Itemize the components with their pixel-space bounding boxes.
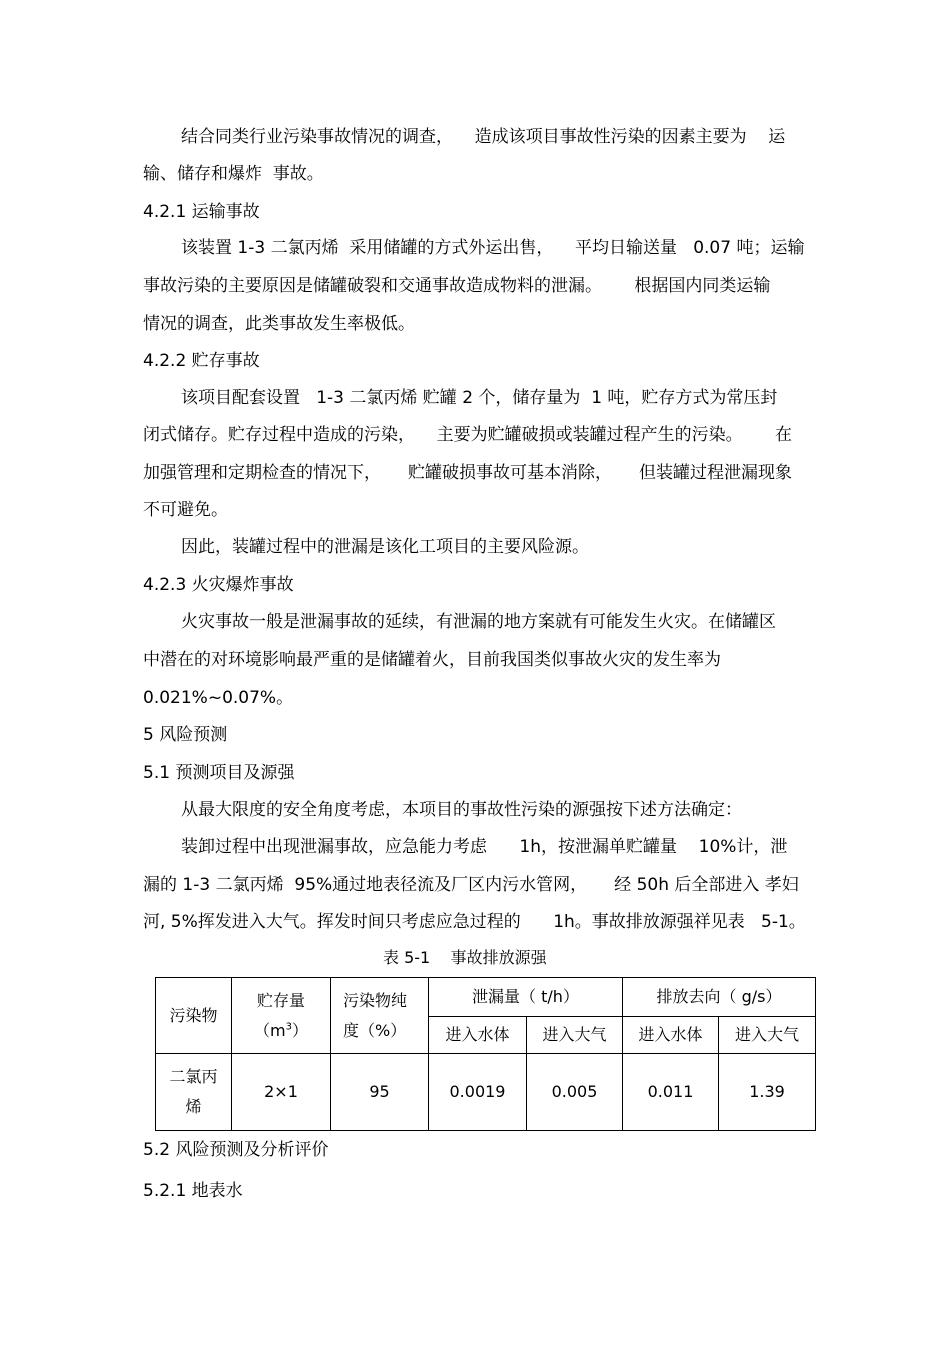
paragraph-storage-line-2: 闭式储存。贮存过程中造成的污染， 主要为贮罐破损或装罐过程产生的污染。 在 (143, 425, 793, 445)
paragraph-source-line-3: 漏的 1-3 二氯丙烯 95%通过地表径流及厂区内污水管网， 经 50h 后全部进入 孝妇 (143, 875, 799, 895)
paragraph-source-line-4: 河, 5%挥发进入大气。挥发时间只考虑应急过程的 1h。事故排放源强祥见表 5-1。 (143, 912, 806, 932)
cell-storage: 2×1 (232, 1054, 331, 1131)
cell-pollutant-name-line-2: 烯 (185, 1097, 202, 1116)
cell-pollutant-name-line-1: 二氯丙 (169, 1067, 218, 1086)
header-leak-amount: 泄漏量（ t/h） (429, 978, 623, 1017)
cell-pollutant-name (156, 1054, 232, 1131)
header-purity-line-1: 污染物纯 (343, 990, 408, 1010)
heading-5-1: 5.1 预测项目及源强 (143, 763, 295, 783)
paragraph-source-line-1: 从最大限度的安全角度考虑，本项目的事故性污染的源强按下述方法确定： (181, 800, 742, 820)
header-leak-air: 进入大气 (527, 1017, 623, 1054)
header-purity (331, 978, 429, 1054)
header-emission-destination: 排放去向（ g/s） (623, 978, 816, 1017)
paragraph-fire-line-2: 中潜在的对环境影响最严重的是储罐着火，目前我国类似事故火灾的发生率为 (143, 650, 721, 670)
header-storage (232, 978, 331, 1054)
header-purity-line-2: 度（%） (343, 1020, 407, 1040)
cell-emit-water: 0.011 (623, 1054, 719, 1131)
paragraph-intro-line-2: 输、储存和爆炸 事故。 (143, 164, 324, 184)
cell-purity: 95 (331, 1054, 429, 1131)
paragraph-transport-line-3: 情况的调查，此类事故发生率极低。 (143, 314, 415, 334)
paragraph-storage-line-3: 加强管理和定期检查的情况下， 贮罐破损事故可基本消除， 但装罐过程泄漏现象 (143, 463, 793, 483)
paragraph-storage-line-5: 因此，装罐过程中的泄漏是该化工项目的主要风险源。 (181, 537, 589, 557)
header-storage-line-2: $(m^3)$ (254, 1020, 308, 1040)
cell-emit-air: 1.39 (719, 1054, 816, 1131)
heading-5-2: 5.2 风险预测及分析评价 (143, 1140, 329, 1160)
heading-5-2-1: 5.2.1 地表水 (143, 1181, 243, 1201)
cell-leak-water: 0.0019 (429, 1054, 527, 1131)
heading-4-2-3: 4.2.3 火灾爆炸事故 (143, 575, 294, 595)
paragraph-storage-line-1: 该项目配套设置 1-3 二氯丙烯 贮罐 2 个，储存量为 1 吨，贮存方式为常压封 (181, 388, 778, 408)
table-caption: 表 5-1 事故排放源强 (383, 948, 547, 967)
paragraph-transport-line-2: 事故污染的主要原因是储罐破裂和交通事故造成物料的泄漏。 根据国内同类运输 (143, 276, 771, 296)
heading-5: 5 风险预测 (143, 725, 228, 745)
heading-4-2-2: 4.2.2 贮存事故 (143, 351, 260, 371)
paragraph-fire-line-3: 0.021%~0.07%。 (143, 688, 294, 708)
paragraph-fire-line-1: 火灾事故一般是泄漏事故的延续，有泄漏的地方案就有可能发生火灾。在储罐区 (181, 612, 776, 632)
header-storage-line-1: 贮存量 (256, 990, 305, 1010)
header-emit-water: 进入水体 (623, 1017, 719, 1054)
cell-leak-air: 0.005 (527, 1054, 623, 1131)
emission-source-table (155, 977, 816, 1131)
header-pollutant: 污染物 (156, 978, 232, 1054)
paragraph-source-line-2: 装卸过程中出现泄漏事故，应急能力考虑 1h，按泄漏单贮罐量 10%计，泄 (181, 837, 788, 857)
table-row (156, 1054, 816, 1131)
header-leak-water: 进入水体 (429, 1017, 527, 1054)
table-header-row-1 (156, 978, 816, 1017)
header-emit-air: 进入大气 (719, 1017, 816, 1054)
paragraph-intro-line-1: 结合同类行业污染事故情况的调查， 造成该项目事故性污染的因素主要为 运 (181, 127, 786, 147)
paragraph-transport-line-1: 该装置 1-3 二氯丙烯 采用储罐的方式外运出售， 平均日输送量 0.07 吨；运输 (181, 238, 805, 258)
paragraph-storage-line-4: 不可避免。 (143, 500, 228, 520)
heading-4-2-1: 4.2.1 运输事故 (143, 202, 260, 222)
